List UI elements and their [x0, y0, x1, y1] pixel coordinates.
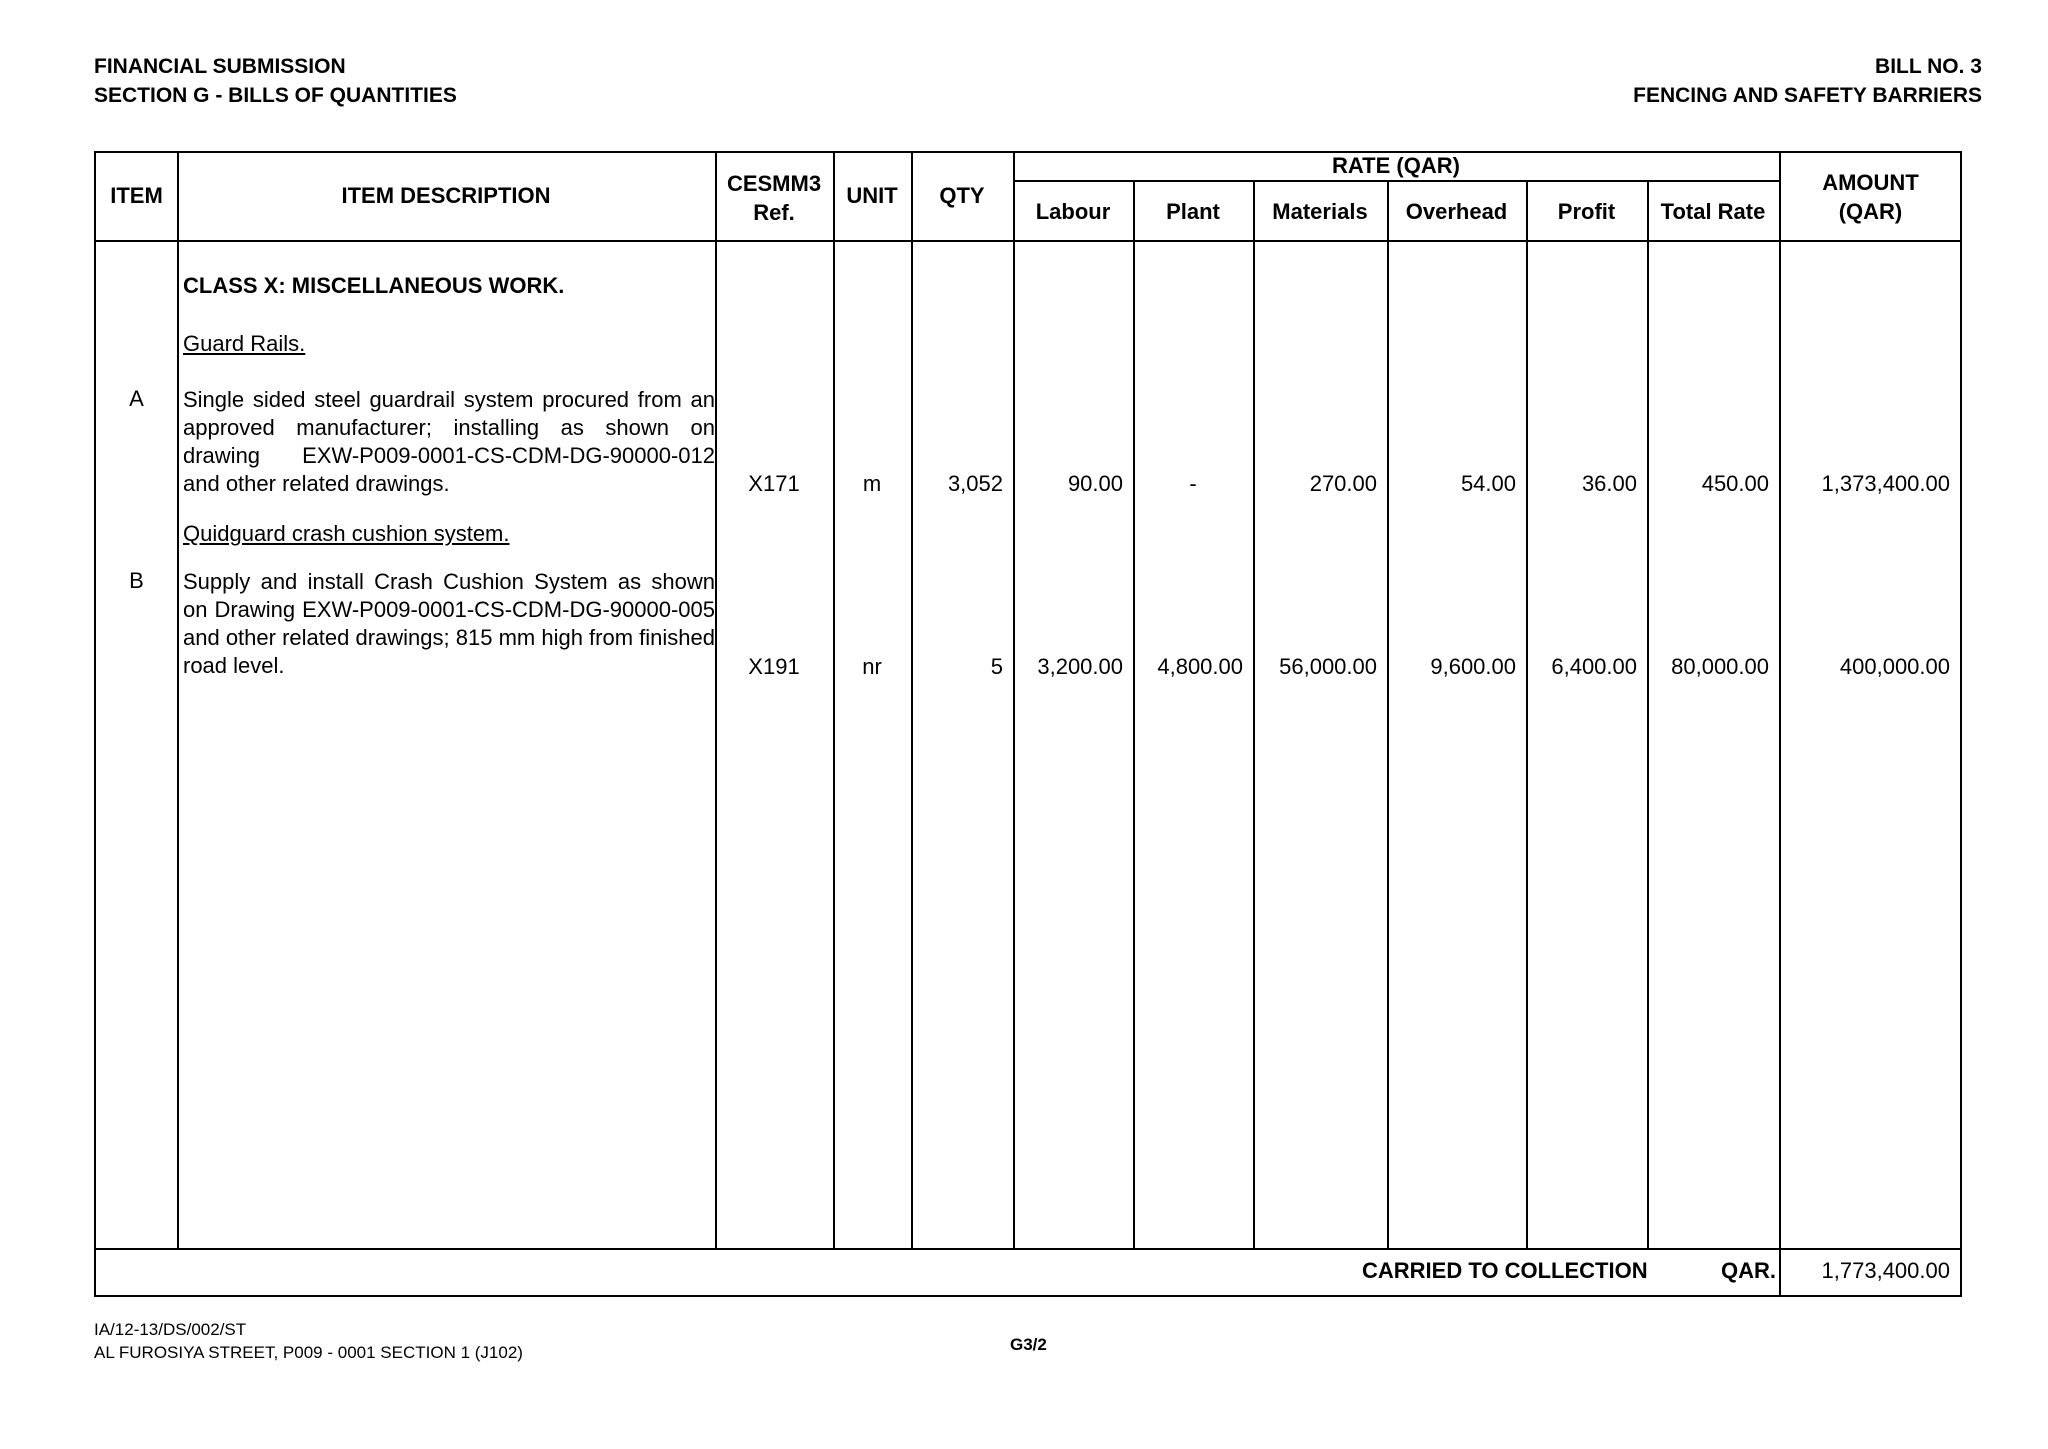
row-b-materials: 56,000.00	[1279, 654, 1377, 679]
row-b-item: B	[129, 568, 144, 593]
col-rule	[1013, 153, 1015, 1249]
col-rule	[1779, 153, 1781, 1249]
col-rule	[177, 153, 179, 1249]
row-a-description: Single sided steel guardrail system procured from an approved manufacturer; installing as shown on drawing EXW-P009-0001-CS-CDM-DG-90000-012 and other related drawings.	[183, 387, 715, 496]
boq-table	[94, 151, 1962, 1297]
body-bottom-rule	[96, 1248, 1960, 1250]
page-number: G3/2	[1010, 1335, 1047, 1354]
header-section: SECTION G - BILLS OF QUANTITIES	[94, 84, 457, 107]
row-a-profit: 36.00	[1581, 471, 1637, 496]
col-cesmm: CESMM3 Ref.	[726, 171, 822, 225]
document-reference: IA/12-13/DS/002/ST	[94, 1320, 247, 1339]
col-rule	[715, 153, 717, 1249]
row-a-ref: X171	[748, 471, 800, 496]
row-a-plant: -	[1189, 471, 1197, 496]
subheading-crash-cushion: Quidguard crash cushion system.	[183, 521, 510, 546]
row-a-overhead: 54.00	[1460, 471, 1516, 496]
header-title: FINANCIAL SUBMISSION	[94, 55, 346, 78]
row-a-total-rate: 450.00	[1701, 471, 1769, 496]
header-right	[1633, 52, 1982, 110]
row-b-plant: 4,800.00	[1157, 654, 1243, 679]
row-b-description: Supply and install Crash Cushion System as shown on Drawing EXW-P009-0001-CS-CDM-DG-90000-005 and other related drawings; 815 mm high from finished road level.	[183, 569, 715, 678]
row-b-profit: 6,400.00	[1551, 654, 1637, 679]
bill-number: BILL NO. 3	[1875, 55, 1982, 78]
col-description: ITEM DESCRIPTION	[341, 183, 551, 208]
bill-title: FENCING AND SAFETY BARRIERS	[1633, 84, 1982, 107]
rate-group-header: RATE (QAR)	[1332, 153, 1460, 178]
row-a-amount: 1,373,400.00	[1821, 471, 1950, 496]
col-amount: AMOUNT (QAR)	[1822, 170, 1919, 224]
total-currency: QAR.	[1721, 1258, 1776, 1283]
col-materials: Materials	[1272, 199, 1368, 224]
col-rule	[1647, 181, 1649, 1249]
row-b-total-rate: 80,000.00	[1671, 654, 1769, 679]
row-a-labour: 90.00	[1067, 471, 1123, 496]
row-b-overhead: 9,600.00	[1430, 654, 1516, 679]
class-heading: CLASS X: MISCELLANEOUS WORK.	[183, 273, 565, 298]
row-a-materials: 270.00	[1309, 471, 1377, 496]
row-a-unit: m	[862, 471, 882, 496]
row-b-amount: 400,000.00	[1839, 654, 1950, 679]
footer-left	[94, 1318, 523, 1364]
row-b-ref: X191	[748, 654, 800, 679]
col-rule	[911, 153, 913, 1249]
col-plant: Plant	[1166, 199, 1220, 224]
total-amount: 1,773,400.00	[1821, 1258, 1950, 1283]
col-overhead: Overhead	[1405, 199, 1508, 224]
carried-to-collection-label: CARRIED TO COLLECTION	[1362, 1258, 1648, 1283]
subheading-guard-rails: Guard Rails.	[183, 331, 306, 356]
project-name: AL FUROSIYA STREET, P009 - 0001 SECTION 1 (J102)	[94, 1343, 523, 1362]
row-b-qty: 5	[990, 654, 1003, 679]
header-left	[94, 52, 457, 110]
col-rule	[1526, 181, 1528, 1249]
col-total-rate: Total Rate	[1660, 199, 1766, 224]
col-item: ITEM	[110, 183, 163, 208]
rate-group-rule	[1013, 180, 1779, 182]
col-profit: Profit	[1557, 199, 1616, 224]
col-unit: UNIT	[846, 183, 898, 208]
col-rule	[833, 153, 835, 1249]
col-rule	[1253, 181, 1255, 1249]
row-b-unit: nr	[862, 654, 882, 679]
row-a-qty: 3,052	[947, 471, 1003, 496]
col-rule	[1387, 181, 1389, 1249]
row-b-labour: 3,200.00	[1037, 654, 1123, 679]
col-labour: Labour	[1035, 199, 1111, 224]
header-bottom-rule	[96, 240, 1960, 242]
col-rule	[1133, 181, 1135, 1249]
row-a-item: A	[129, 386, 144, 411]
col-qty: QTY	[939, 183, 985, 208]
